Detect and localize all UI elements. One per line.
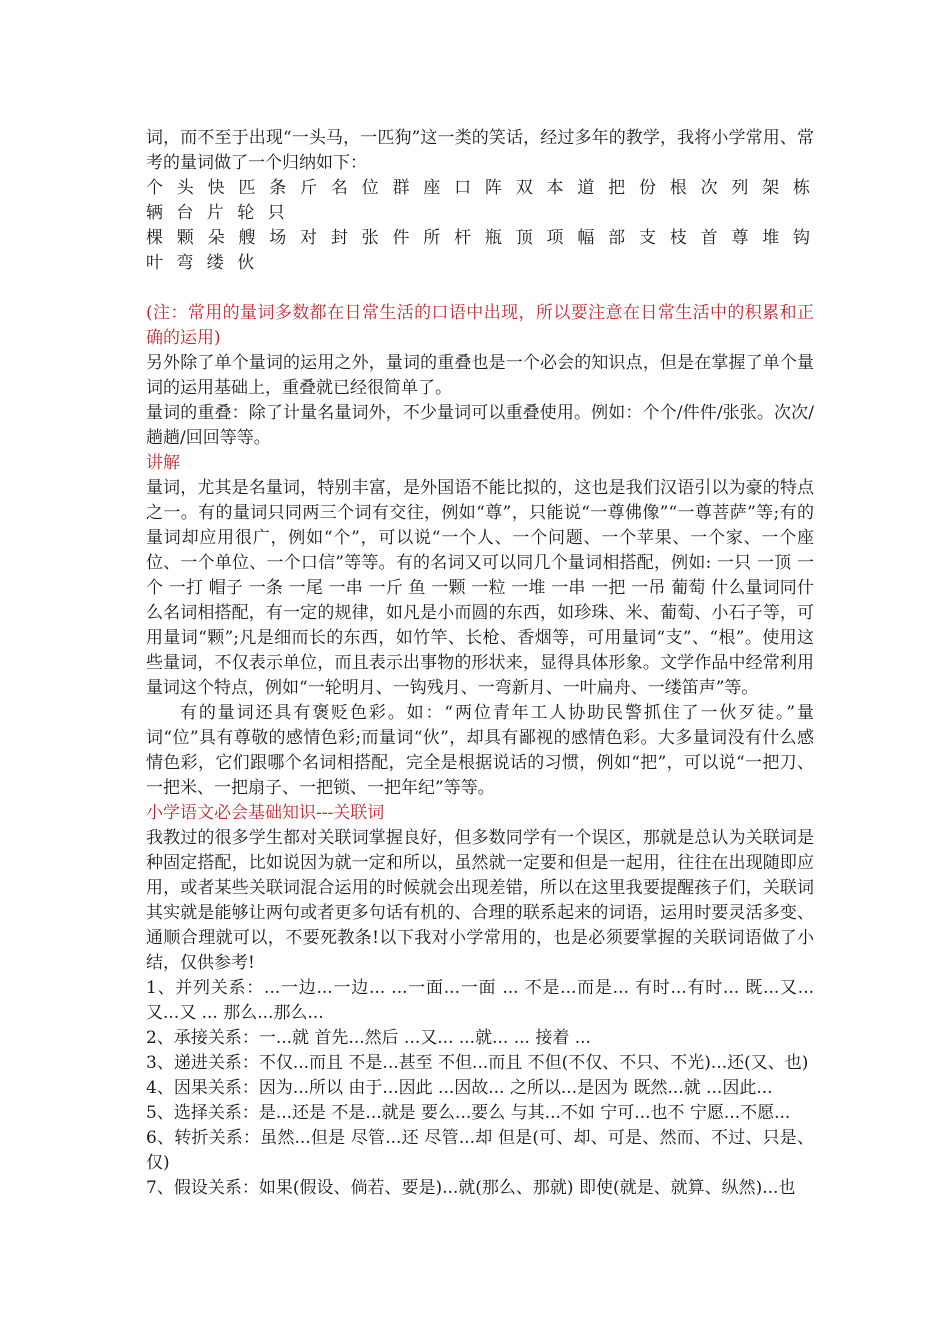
blank-line <box>146 276 814 301</box>
emotion-paragraph: 有的量词还具有褒贬色彩。如：“两位青年工人协助民警抓住了一伙歹徒。”量词“位”具有尊敬的感情色彩;而量词“伙”，却具有鄙视的感情色彩。大多量词没有什么感情色彩，它们跟哪个名词相搭配，完全是根据说话的习惯，例如“把”，可以说“一把刀、一把米、一把扇子、一把锁、一把年纪”等等。 <box>146 703 814 798</box>
relation-item: 5、选择关系：是...还是 不是...就是 要么...要么 与其...不如 宁可...也不 宁愿...不愿... <box>146 1103 791 1123</box>
explain-heading: 讲解 <box>146 453 180 473</box>
relation-item: 3、递进关系：不仅...而且 不是...甚至 不但...而且 不但(不仅、不只、不光)...还(又、也) <box>146 1053 809 1073</box>
note-paragraph: (注：常用的量词多数都在日常生活的口语中出现，所以要注意在日常生活中的积累和正确的运用) <box>146 303 814 348</box>
overlap-example-paragraph: 量词的重叠：除了计量名量词外，不少量词可以重叠使用。例如：个个/件件/张张。次次/趟趟/回回等等。 <box>146 403 814 448</box>
document-page <box>146 126 814 1201</box>
overlap-paragraph: 另外除了单个量词的运用之外，量词的重叠也是一个必会的知识点，但是在掌握了单个量词的运用基础上，重叠就已经很简单了。 <box>146 353 814 398</box>
measure-words-row-2: 棵 颗 朵 艘 场 对 封 张 件 所 杆 瓶 顶 项 幅 部 支 枝 首 尊 堆 钩 叶 弯 缕 伙 <box>146 228 814 273</box>
conjunction-paragraph: 我教过的很多学生都对关联词掌握良好，但多数同学有一个误区，那就是总认为关联词是种固定搭配，比如说因为就一定和所以，虽然就一定要和但是一起用，往往在出现随即应用，或者某些关联词混合运用的时候就会出现差错，所以在这里我要提醒孩子们，关联词其实就是能够让两句或者更多句话有机的、合理的联系起来的词语，运用时要灵活多变、通顺合理就可以，不要死教条!以下我对小学常用的，也是必须要掌握的关联词语做了小结，仅供参考! <box>146 828 814 973</box>
relation-item: 2、承接关系：一...就 首先...然后 ...又... ...就... ... 接着 ... <box>146 1028 591 1048</box>
relation-item: 6、转折关系：虽然...但是 尽管...还 尽管...却 但是(可、却、可是、然而、不过、只是、仅) <box>146 1128 814 1173</box>
explain-paragraph: 量词，尤其是名量词，特别丰富，是外国语不能比拟的，这也是我们汉语引以为豪的特点之一。有的量词只同两三个词有交往，例如“尊”，只能说“一尊佛像”“一尊菩萨”等;有的量词却应用很广，例如“个”，可以说“一个人、一个问题、一个苹果、一个家、一个座位、一个单位、一个口信”等等。有的名词又可以同几个量词相搭配，例如: 一只 一顶 一个 一打 帽子 一条 一尾 一串 一斤 鱼 一颗 一粒 一堆 一串 一把 一吊 葡萄 什么量词同什么名词相搭配，有一定的规律，如凡是小而圆的东西，如珍珠、米、葡萄、小石子等，可用量词“颗”;凡是细而长的东西，如竹竿、长枪、香烟等，可用量词“支”、“根”。使用这些量词，不仅表示单位，而且表示出事物的形状来，显得具体形象。文学作品中经常利用量词这个特点，例如“一轮明月、一钩残月、一弯新月、一叶扁舟、一缕笛声”等。 <box>146 478 814 698</box>
measure-words-row-1: 个 头 快 匹 条 斤 名 位 群 座 口 阵 双 本 道 把 份 根 次 列 架 栋 辆 台 片 轮 只 <box>146 178 814 223</box>
intro-paragraph: 词，而不至于出现“一头马，一匹狗”这一类的笑话，经过多年的教学，我将小学常用、常考的量词做了一个归纳如下： <box>146 128 814 173</box>
conjunction-heading: 小学语文必会基础知识---关联词 <box>146 803 385 823</box>
relation-item: 7、假设关系：如果(假设、倘若、要是)...就(那么、那就) 即使(就是、就算、纵然)...也 <box>146 1178 796 1198</box>
relation-item: 4、因果关系：因为...所以 由于...因此 ...因故... 之所以...是因为 既然...就 ...因此... <box>146 1078 773 1098</box>
relation-item: 1、并列关系：...一边...一边... ...一面...一面 ... 不是...而是... 有时...有时... 既...又... 又...又 ... 那么...那么... <box>146 978 814 1023</box>
